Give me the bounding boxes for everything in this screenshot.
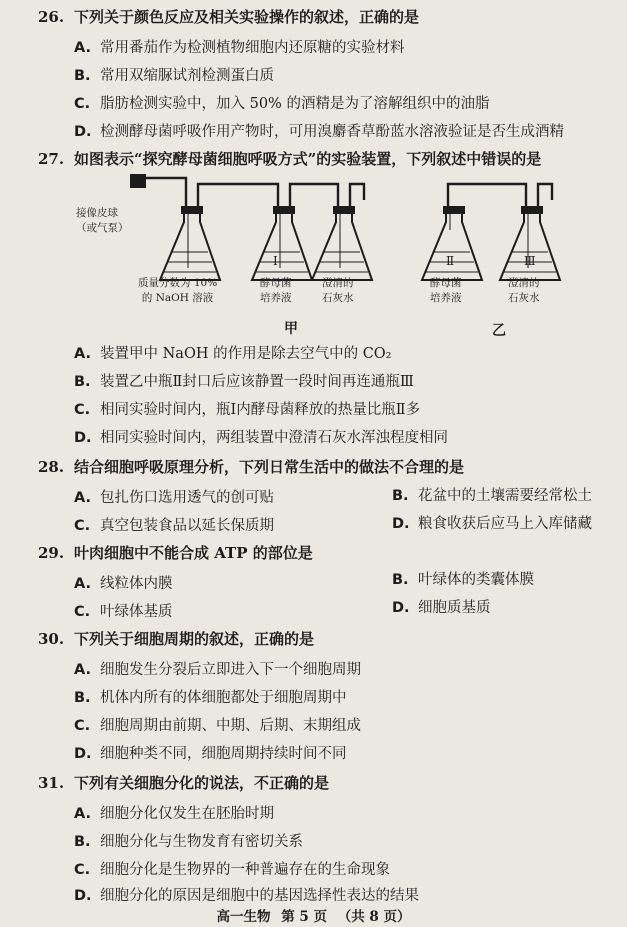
question-30-stem: 30. 下列关于细胞周期的叙述，正确的是 [38,630,315,648]
flask-III-mark: Ⅲ [524,254,536,268]
q28-option-c: C. 真空包装食品以延长保质期 [74,518,274,534]
page-footer [0,905,627,925]
q30-option-a: A. 细胞发生分裂后立即进入下一个细胞周期 [74,662,361,678]
flask-III [500,210,560,280]
lime-label-yi: 澄清的 石灰水 [508,277,540,304]
q28-option-d: D. 粮食收获后应马上入库储藏 [392,516,592,532]
group-yi-label: 乙 [492,323,506,339]
q27-option-c: C. 相同实验时间内，瓶Ⅰ内酵母菌释放的热量比瓶Ⅱ多 [74,402,421,418]
group-jia-label: 甲 [284,321,298,337]
flask-lime-1 [312,210,372,280]
footer-page: 第 5 页 [281,909,327,925]
q31-option-a: A. 细胞分化仅发生在胚胎时期 [74,806,274,822]
question-26-stem: 26. 下列关于颜色反应及相关实验操作的叙述，正确的是 [38,8,420,26]
flask-II [422,210,482,280]
q28-option-b: B. 花盆中的土壤需要经常松土 [392,488,592,504]
apparatus-diagram [68,170,568,340]
q29-option-b: B. 叶绿体的类囊体膜 [392,572,534,588]
naoh-label: 质量分数为 10% 的 NaOH 溶液 [138,277,218,304]
q30-option-d: D. 细胞种类不同，细胞周期持续时间不同 [74,746,347,762]
pump-label: 接像皮球 （或气泵） [76,207,129,234]
question-28-stem: 28. 结合细胞呼吸原理分析，下列日常生活中的做法不合理的是 [38,458,465,476]
q27-option-a: A. 装置甲中 NaOH 的作用是除去空气中的 CO₂ [74,346,392,362]
q31-option-c: C. 细胞分化是生物界的一种普遍存在的生命现象 [74,862,390,878]
q26-option-a: A. 常用番茄作为检测植物细胞内还原糖的实验材料 [74,40,405,56]
q30-option-b: B. 机体内所有的体细胞都处于细胞周期中 [74,690,347,706]
pump-connector [130,174,146,188]
question-31-stem: 31. 下列有关细胞分化的说法，不正确的是 [38,774,330,792]
q31-option-d: D. 细胞分化的原因是细胞中的基因选择性表达的结果 [74,888,419,904]
question-29-stem: 29. 叶肉细胞中不能合成 ATP 的部位是 [38,544,313,562]
flask-I [252,210,312,280]
footer-total: （共 8 页） [337,909,411,925]
q26-option-b: B. 常用双缩脲试剂检测蛋白质 [74,68,274,84]
q26-option-d: D. 检测酵母菌呼吸作用产物时，可用溴麝香草酚蓝水溶液验证是否生成酒精 [74,124,564,140]
q30-option-c: C. 细胞周期由前期、中期、后期、末期组成 [74,718,361,734]
q26-option-c: C. 脂肪检测实验中，加入 50% 的酒精是为了溶解组织中的油脂 [74,96,490,112]
q29-option-d: D. 细胞质基质 [392,600,491,616]
footer-subject: 高一生物 [216,909,271,925]
q27-option-b: B. 装置乙中瓶Ⅱ封口后应该静置一段时间再连通瓶Ⅲ [74,374,414,390]
yeast-label-yi: 酵母菌 培养液 [430,277,462,304]
lime-label-jia: 澄清的 石灰水 [322,277,354,304]
flask-II-mark: Ⅱ [446,254,455,268]
flask-I-mark: Ⅰ [273,254,278,268]
question-27-stem: 27. 如图表示“探究酵母菌细胞呼吸方式”的实验装置，下列叙述中错误的是 [38,150,542,168]
q31-option-b: B. 细胞分化与生物发育有密切关系 [74,834,303,850]
flask-naoh [160,210,220,280]
q29-option-a: A. 线粒体内膜 [74,576,173,592]
q27-option-d: D. 相同实验时间内，两组装置中澄清石灰水浑浊程度相同 [74,430,448,446]
q29-option-c: C. 叶绿体基质 [74,604,173,620]
q28-option-a: A. 包扎伤口选用透气的创可贴 [74,490,274,506]
yeast-label-jia: 酵母菌 培养液 [260,277,292,304]
